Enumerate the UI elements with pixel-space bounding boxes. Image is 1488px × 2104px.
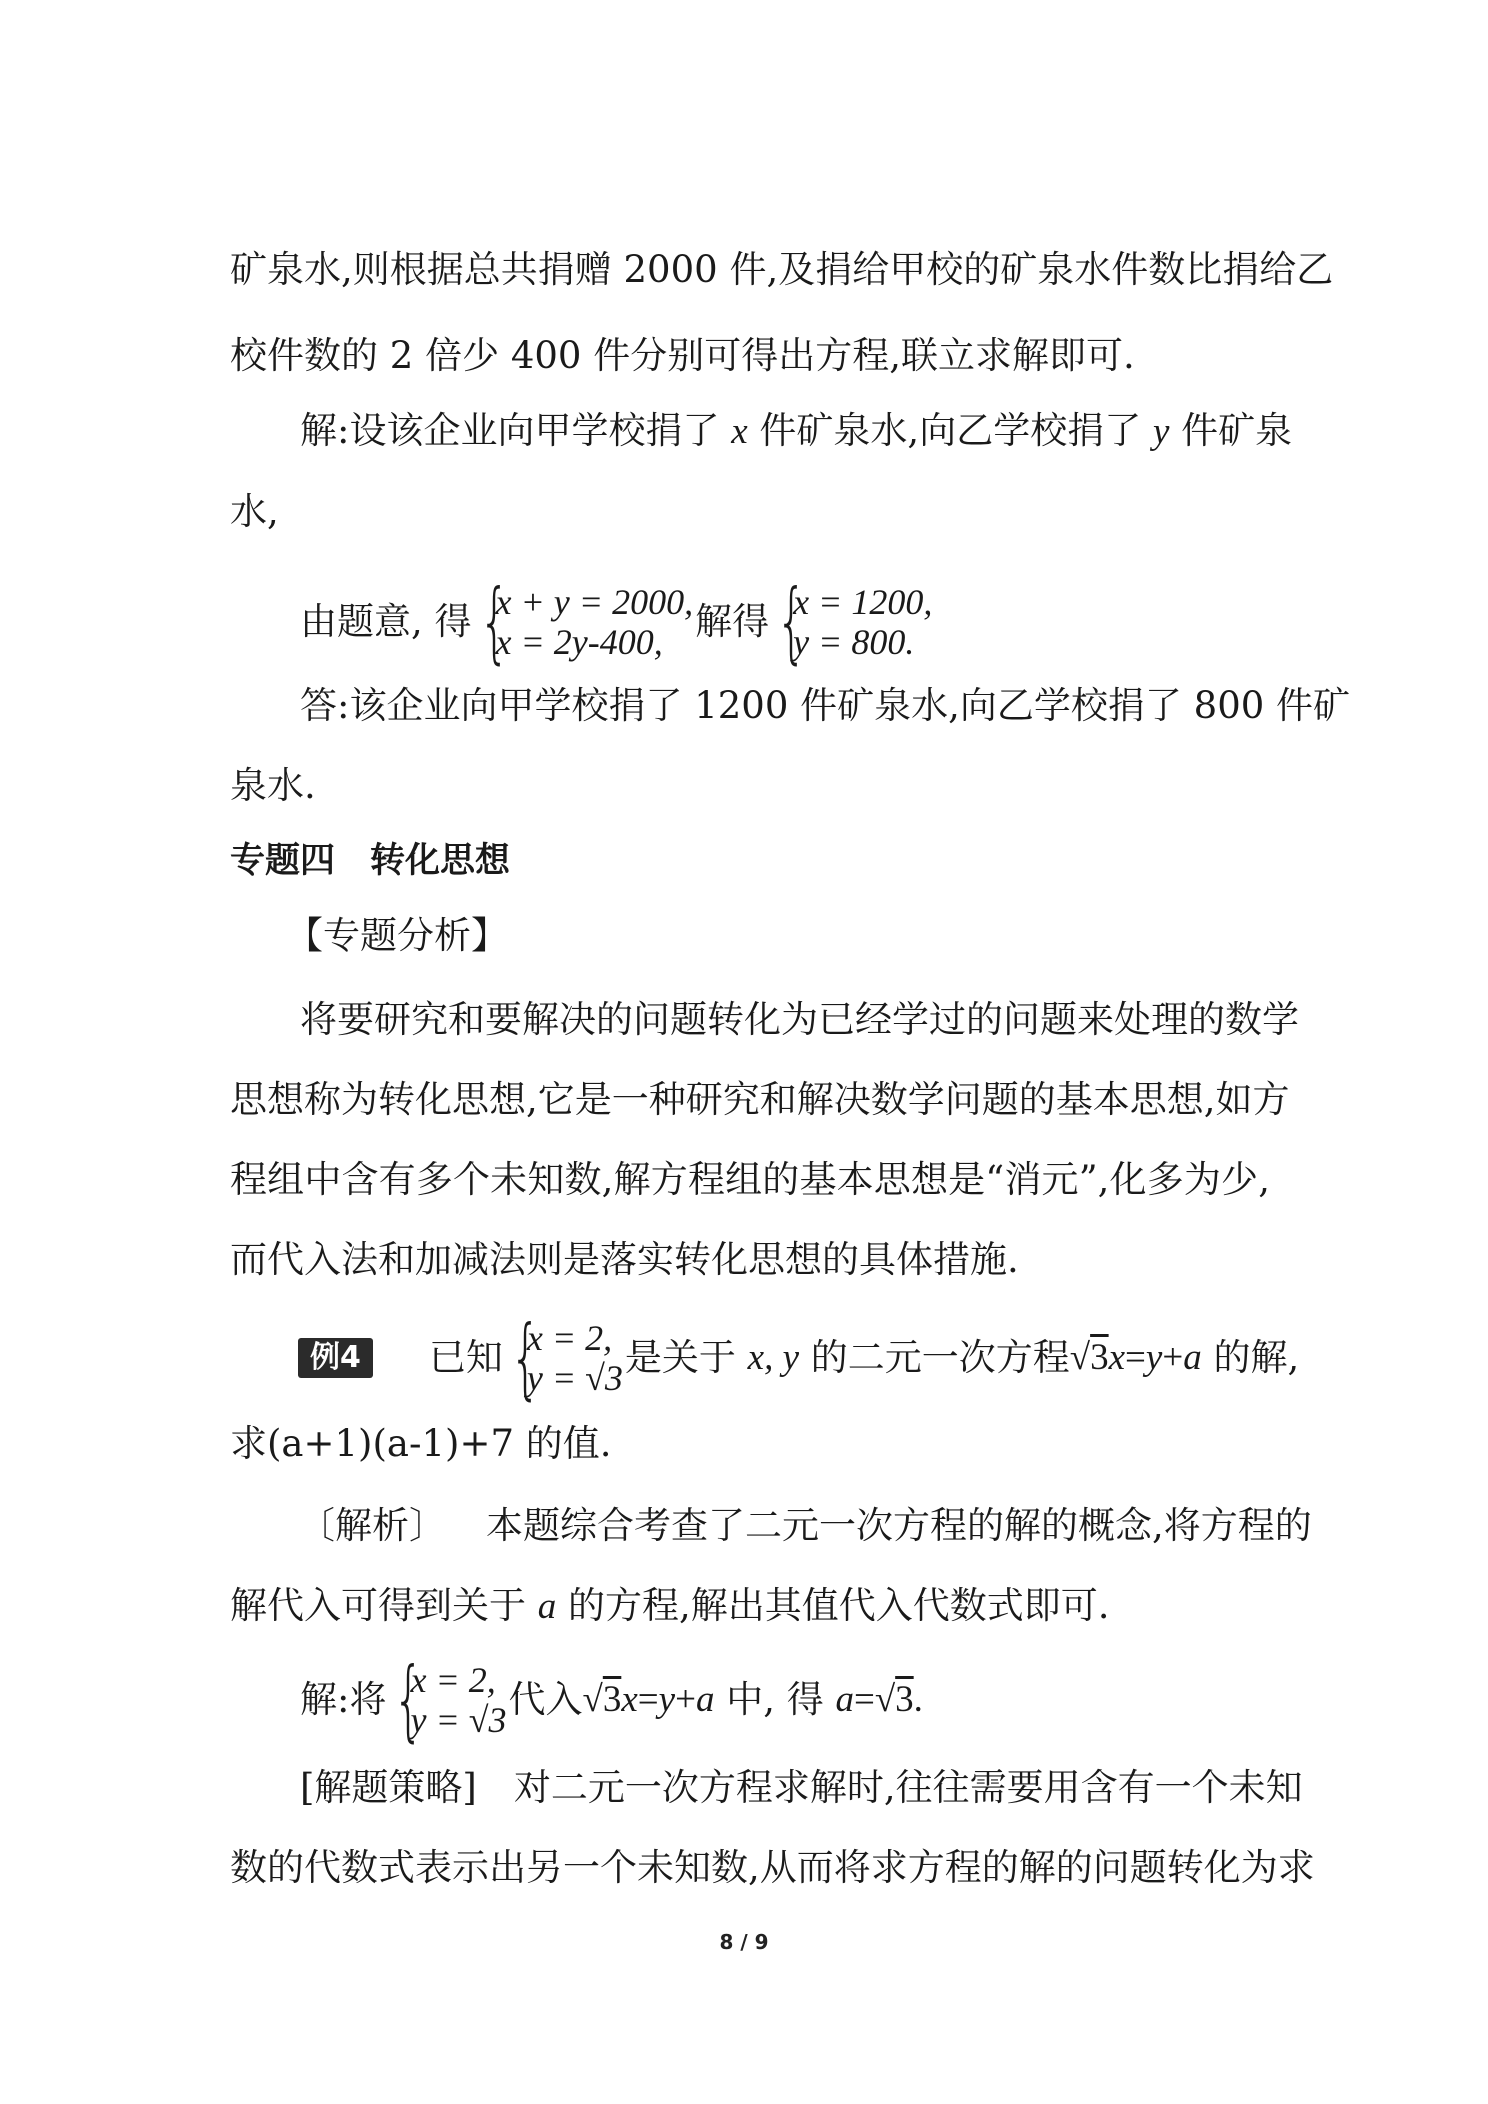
topic-title: 专题四 转化思想 (230, 841, 511, 881)
paragraph-line: 矿泉水,则根据总共捐赠 2000 件,及捐给甲校的矿泉水件数比捐给乙 (230, 248, 1334, 291)
equation-line: 由题意, 得 { x + y = 2000, x = 2y-400, 解得 { x = 1200, y = 800. (300, 570, 933, 673)
paragraph-line: 将要研究和要解决的问题转化为已经学过的问题来处理的数学 (300, 998, 1299, 1041)
solution-line: 解:设该企业向甲学校捐了 x 件矿泉水,向乙学校捐了 y 件矿泉 (300, 409, 1293, 452)
solution-line: 解:将 { x = 2, y = √3 代入√3x=y+a 中, 得 a=√3. (300, 1648, 923, 1751)
analysis-label: 〔解析〕 (298, 1504, 446, 1547)
answer-line: 答:该企业向甲学校捐了 1200 件矿泉水,向乙学校捐了 800 件矿 (300, 684, 1351, 727)
equation-inline: a=√3. (835, 1679, 923, 1720)
page-number: 8 / 9 (719, 1930, 769, 1954)
solution-line: 水, (230, 490, 279, 533)
paragraph-line: 程组中含有多个未知数,解方程组的基本思想是“消元”,化多为少, (230, 1158, 1270, 1201)
paragraph-line: 而代入法和加减法则是落实转化思想的具体措施. (230, 1238, 1019, 1281)
equation-inline: √3x=y+a (1069, 1337, 1202, 1378)
equation-inline: √3x=y+a (582, 1679, 715, 1720)
answer-line: 泉水. (230, 764, 316, 807)
paragraph-line: 思想称为转化思想,它是一种研究和解决数学问题的基本思想,如方 (230, 1078, 1290, 1121)
equation-system: { x = 2, y = √3 (393, 1648, 507, 1751)
example-badge: 例4 (298, 1338, 373, 1378)
analysis-line: 〔解析〕 本题综合考查了二元一次方程的解的概念,将方程的 (298, 1504, 1312, 1547)
strategy-line: [解题策略] 对二元一次方程求解时,往往需要用含有一个未知 (300, 1766, 1303, 1809)
analysis-line: 解代入可得到关于 a 的方程,解出其值代入代数式即可. (230, 1584, 1110, 1627)
equation-system: { x = 1200, y = 800. (776, 570, 933, 673)
equation-system: { x = 2, y = √3 (509, 1306, 623, 1409)
strategy-line: 数的代数式表示出另一个未知数,从而将求方程的解的问题转化为求 (230, 1846, 1315, 1889)
example-line: 求(a+1)(a-1)+7 的值. (230, 1422, 612, 1465)
topic-analysis-heading: 【专题分析】 (286, 914, 508, 957)
example-line: 例4 已知 { x = 2, y = √3 是关于 x, y 的二元一次方程√3x=y+a 的解, (298, 1318, 1299, 1398)
equation-system: { x + y = 2000, x = 2y-400, (478, 570, 694, 673)
paragraph-line: 校件数的 2 倍少 400 件分别可得出方程,联立求解即可. (230, 334, 1135, 377)
